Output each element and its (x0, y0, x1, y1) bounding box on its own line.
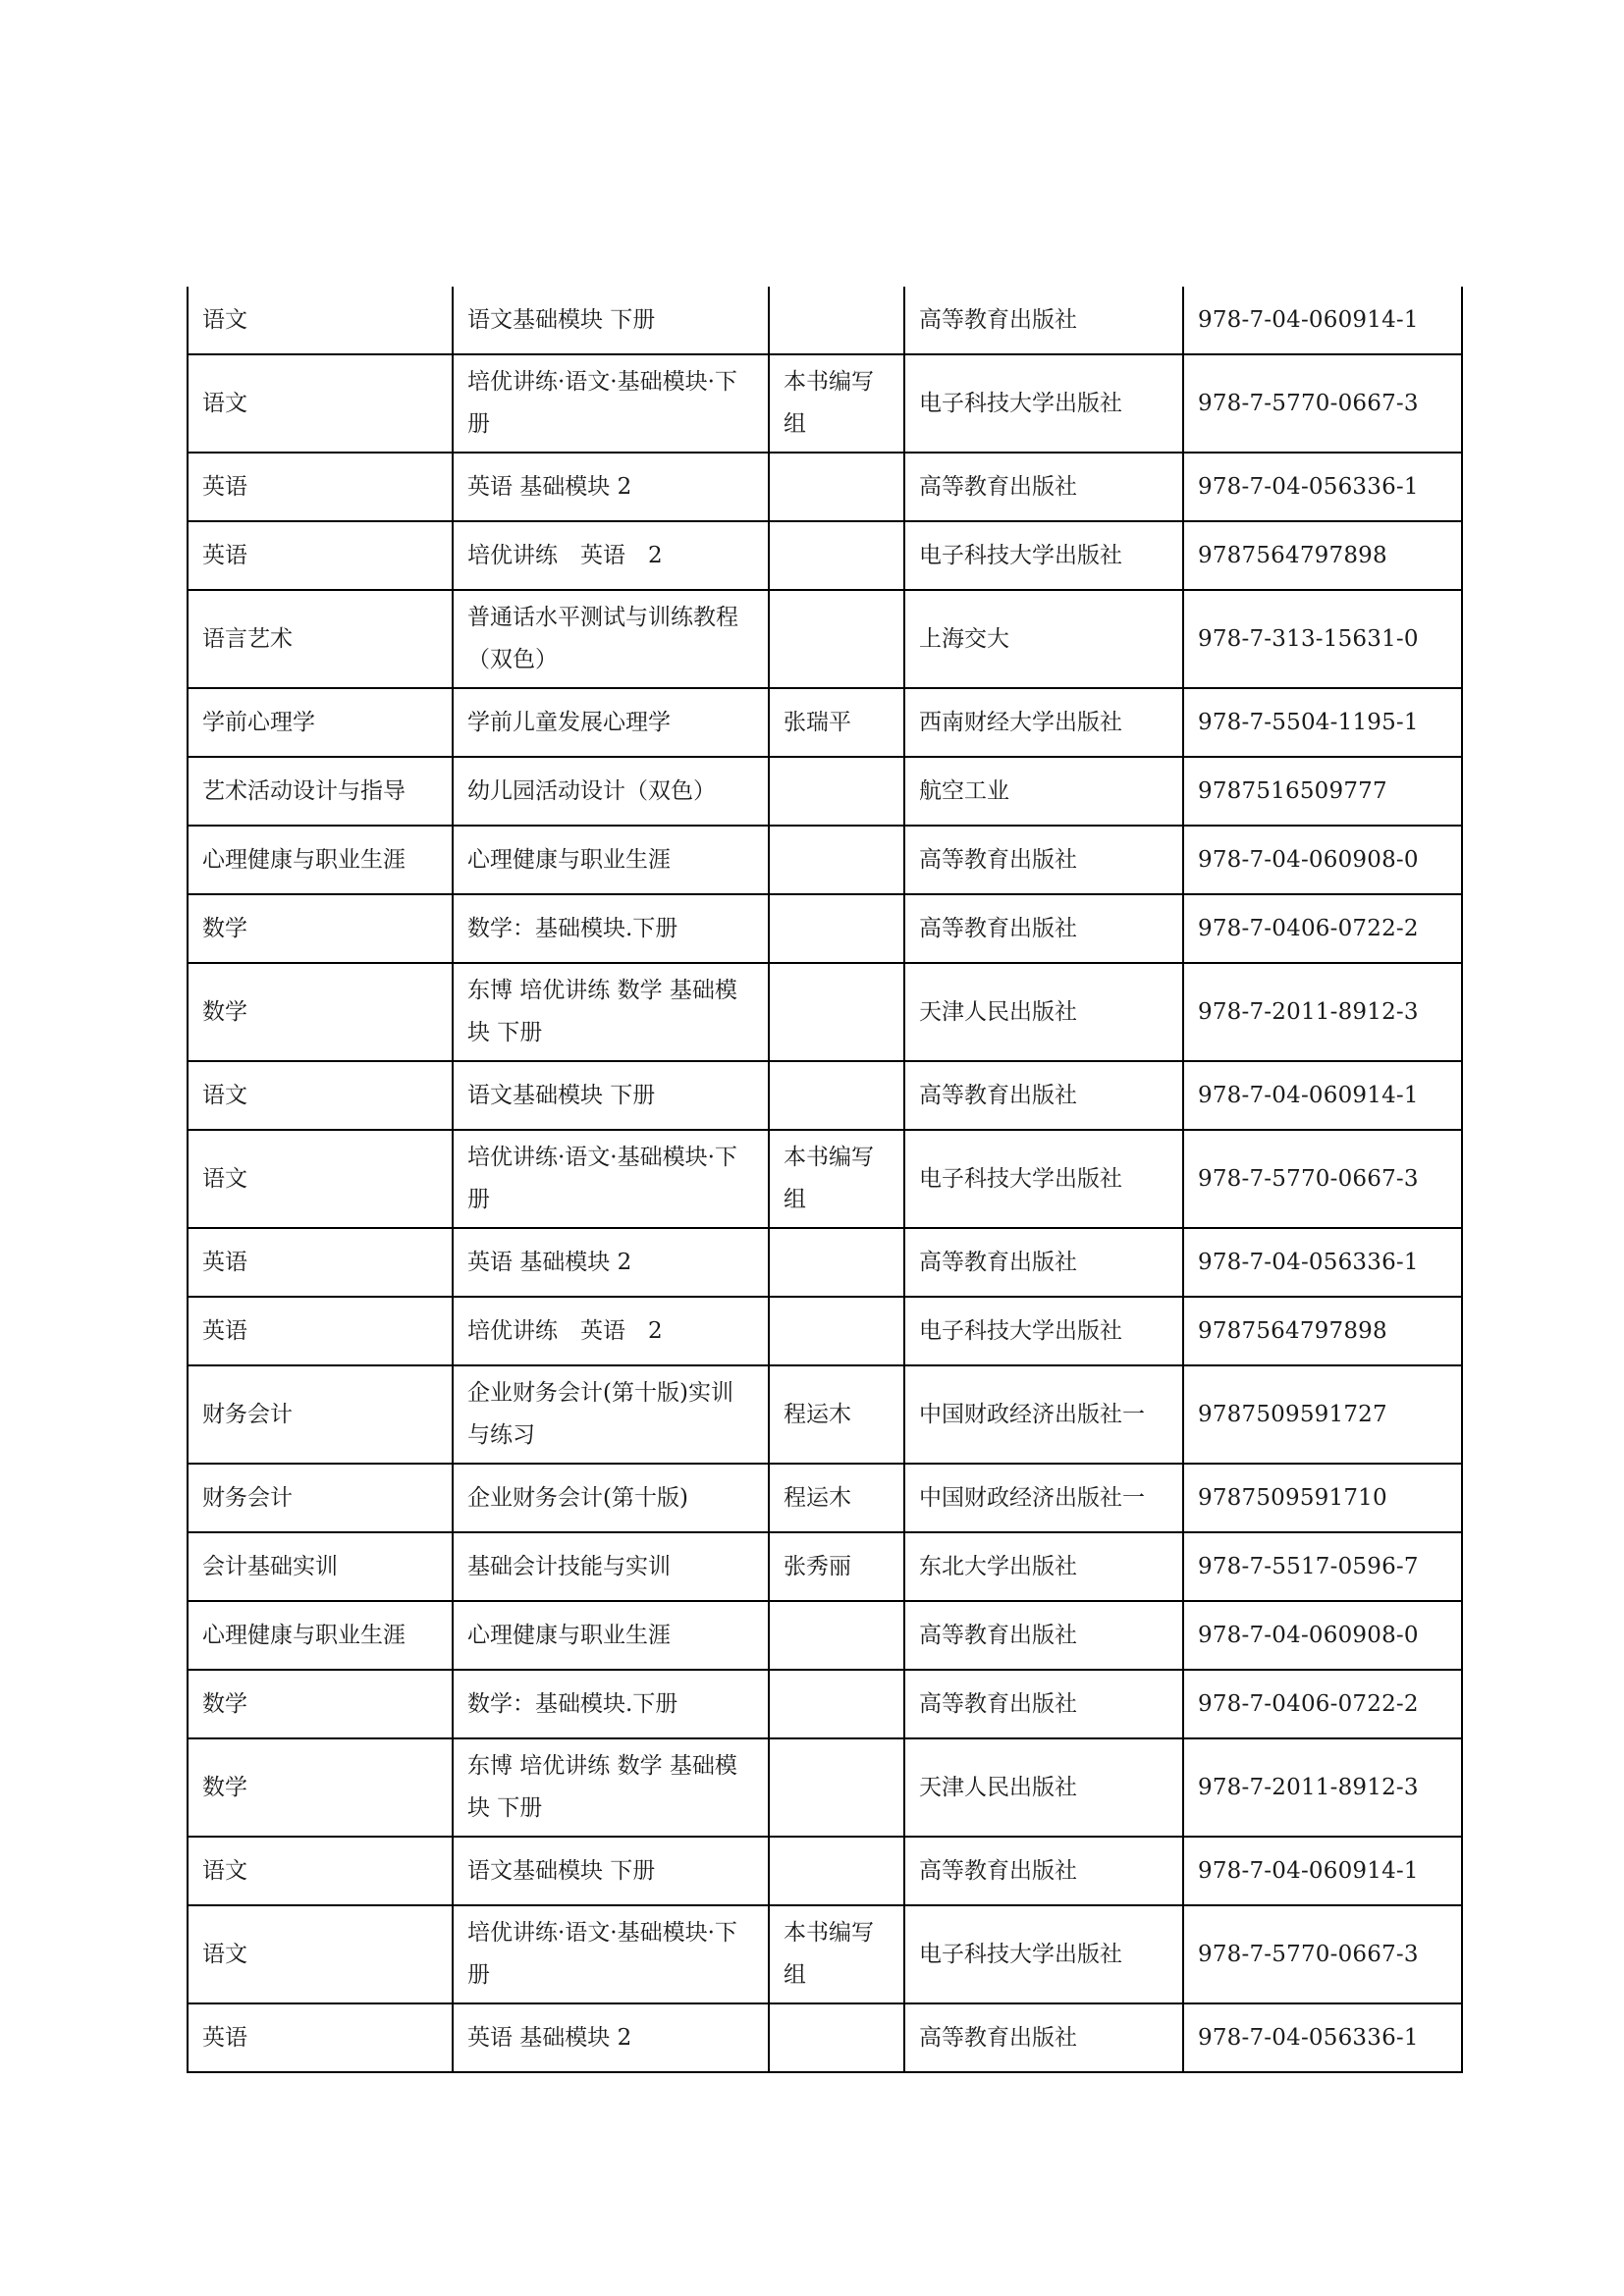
table-row (188, 1061, 1462, 1130)
author-cell (769, 1601, 904, 1670)
book-title-cell: 培优讲练·语文·基础模块·下册 (453, 1130, 769, 1228)
book-title-cell: 培优讲练 英语 2 (453, 1297, 769, 1365)
book-title-cell: 数学：基础模块.下册 (453, 1670, 769, 1738)
isbn-cell: 978-7-04-056336-1 (1183, 1228, 1462, 1297)
publisher-cell: 高等教育出版社 (904, 2003, 1183, 2072)
subject-cell: 英语 (188, 2003, 453, 2072)
subject-cell: 语言艺术 (188, 590, 453, 688)
isbn-cell: 978-7-04-056336-1 (1183, 453, 1462, 521)
subject-cell: 数学 (188, 1738, 453, 1837)
author-cell: 张秀丽 (769, 1532, 904, 1601)
subject-cell: 语文 (188, 1837, 453, 1905)
table-row (188, 1738, 1462, 1837)
subject-cell: 语文 (188, 287, 453, 354)
table-row (188, 1670, 1462, 1738)
book-title-cell: 东博 培优讲练 数学 基础模块 下册 (453, 1738, 769, 1837)
publisher-cell: 高等教育出版社 (904, 826, 1183, 894)
table-row (188, 1130, 1462, 1228)
book-title-cell: 基础会计技能与实训 (453, 1532, 769, 1601)
isbn-cell: 978-7-04-056336-1 (1183, 2003, 1462, 2072)
isbn-cell: 9787509591710 (1183, 1464, 1462, 1532)
book-title-cell: 培优讲练 英语 2 (453, 521, 769, 590)
subject-cell: 英语 (188, 1297, 453, 1365)
book-title-cell: 英语 基础模块 2 (453, 453, 769, 521)
isbn-cell: 978-7-5504-1195-1 (1183, 688, 1462, 757)
book-title-cell: 企业财务会计(第十版) (453, 1464, 769, 1532)
isbn-cell: 9787564797898 (1183, 1297, 1462, 1365)
publisher-cell: 电子科技大学出版社 (904, 521, 1183, 590)
publisher-cell: 高等教育出版社 (904, 453, 1183, 521)
subject-cell: 英语 (188, 1228, 453, 1297)
table-row (188, 963, 1462, 1061)
table-row (188, 453, 1462, 521)
table-row (188, 1905, 1462, 2003)
table-row (188, 1601, 1462, 1670)
book-title-cell: 数学：基础模块.下册 (453, 894, 769, 963)
author-cell (769, 287, 904, 354)
author-cell (769, 826, 904, 894)
subject-cell: 语文 (188, 1061, 453, 1130)
author-cell: 程运木 (769, 1365, 904, 1464)
publisher-cell: 高等教育出版社 (904, 1601, 1183, 1670)
table-row (188, 688, 1462, 757)
author-cell (769, 1297, 904, 1365)
table-row (188, 521, 1462, 590)
isbn-cell: 978-7-04-060914-1 (1183, 287, 1462, 354)
subject-cell: 英语 (188, 453, 453, 521)
subject-cell: 英语 (188, 521, 453, 590)
subject-cell: 学前心理学 (188, 688, 453, 757)
publisher-cell: 中国财政经济出版社一 (904, 1464, 1183, 1532)
table-row (188, 1464, 1462, 1532)
book-title-cell: 学前儿童发展心理学 (453, 688, 769, 757)
book-title-cell: 东博 培优讲练 数学 基础模块 下册 (453, 963, 769, 1061)
subject-cell: 数学 (188, 894, 453, 963)
book-title-cell: 普通话水平测试与训练教程（双色） (453, 590, 769, 688)
isbn-cell: 9787564797898 (1183, 521, 1462, 590)
subject-cell: 数学 (188, 963, 453, 1061)
author-cell: 本书编写组 (769, 1905, 904, 2003)
author-cell (769, 1061, 904, 1130)
subject-cell: 语文 (188, 354, 453, 453)
author-cell (769, 963, 904, 1061)
table-row (188, 2003, 1462, 2072)
book-title-cell: 语文基础模块 下册 (453, 1837, 769, 1905)
subject-cell: 语文 (188, 1130, 453, 1228)
subject-cell: 艺术活动设计与指导 (188, 757, 453, 826)
isbn-cell: 978-7-2011-8912-3 (1183, 1738, 1462, 1837)
textbook-table-body (188, 287, 1462, 2072)
isbn-cell: 9787509591727 (1183, 1365, 1462, 1464)
author-cell (769, 1670, 904, 1738)
table-row (188, 1365, 1462, 1464)
table-row (188, 354, 1462, 453)
book-title-cell: 企业财务会计(第十版)实训与练习 (453, 1365, 769, 1464)
isbn-cell: 978-7-04-060908-0 (1183, 826, 1462, 894)
publisher-cell: 高等教育出版社 (904, 1228, 1183, 1297)
isbn-cell: 978-7-313-15631-0 (1183, 590, 1462, 688)
author-cell: 本书编写组 (769, 1130, 904, 1228)
isbn-cell: 978-7-5770-0667-3 (1183, 1905, 1462, 2003)
publisher-cell: 电子科技大学出版社 (904, 1130, 1183, 1228)
author-cell (769, 590, 904, 688)
isbn-cell: 978-7-04-060914-1 (1183, 1837, 1462, 1905)
author-cell (769, 1228, 904, 1297)
subject-cell: 数学 (188, 1670, 453, 1738)
publisher-cell: 高等教育出版社 (904, 1670, 1183, 1738)
table-row (188, 826, 1462, 894)
isbn-cell: 978-7-04-060908-0 (1183, 1601, 1462, 1670)
book-title-cell: 语文基础模块 下册 (453, 287, 769, 354)
isbn-cell: 9787516509777 (1183, 757, 1462, 826)
author-cell (769, 453, 904, 521)
subject-cell: 会计基础实训 (188, 1532, 453, 1601)
textbook-table (187, 287, 1463, 2073)
publisher-cell: 航空工业 (904, 757, 1183, 826)
table-row (188, 590, 1462, 688)
publisher-cell: 上海交大 (904, 590, 1183, 688)
publisher-cell: 电子科技大学出版社 (904, 1297, 1183, 1365)
publisher-cell: 高等教育出版社 (904, 1837, 1183, 1905)
table-row (188, 757, 1462, 826)
author-cell (769, 894, 904, 963)
author-cell: 程运木 (769, 1464, 904, 1532)
book-title-cell: 培优讲练·语文·基础模块·下册 (453, 1905, 769, 2003)
isbn-cell: 978-7-5770-0667-3 (1183, 354, 1462, 453)
subject-cell: 财务会计 (188, 1464, 453, 1532)
isbn-cell: 978-7-5770-0667-3 (1183, 1130, 1462, 1228)
table-row (188, 1532, 1462, 1601)
table-row (188, 894, 1462, 963)
subject-cell: 心理健康与职业生涯 (188, 826, 453, 894)
table-row (188, 1297, 1462, 1365)
table-row (188, 1837, 1462, 1905)
table-row (188, 1228, 1462, 1297)
author-cell (769, 2003, 904, 2072)
subject-cell: 财务会计 (188, 1365, 453, 1464)
publisher-cell: 高等教育出版社 (904, 287, 1183, 354)
publisher-cell: 西南财经大学出版社 (904, 688, 1183, 757)
publisher-cell: 中国财政经济出版社一 (904, 1365, 1183, 1464)
book-title-cell: 心理健康与职业生涯 (453, 1601, 769, 1670)
publisher-cell: 电子科技大学出版社 (904, 1905, 1183, 2003)
isbn-cell: 978-7-0406-0722-2 (1183, 1670, 1462, 1738)
isbn-cell: 978-7-04-060914-1 (1183, 1061, 1462, 1130)
book-title-cell: 培优讲练·语文·基础模块·下册 (453, 354, 769, 453)
book-title-cell: 心理健康与职业生涯 (453, 826, 769, 894)
publisher-cell: 电子科技大学出版社 (904, 354, 1183, 453)
author-cell (769, 521, 904, 590)
table-row (188, 287, 1462, 354)
publisher-cell: 高等教育出版社 (904, 1061, 1183, 1130)
publisher-cell: 东北大学出版社 (904, 1532, 1183, 1601)
author-cell (769, 757, 904, 826)
author-cell: 本书编写组 (769, 354, 904, 453)
isbn-cell: 978-7-2011-8912-3 (1183, 963, 1462, 1061)
publisher-cell: 高等教育出版社 (904, 894, 1183, 963)
book-title-cell: 英语 基础模块 2 (453, 2003, 769, 2072)
author-cell (769, 1738, 904, 1837)
book-title-cell: 语文基础模块 下册 (453, 1061, 769, 1130)
book-title-cell: 幼儿园活动设计（双色） (453, 757, 769, 826)
book-title-cell: 英语 基础模块 2 (453, 1228, 769, 1297)
publisher-cell: 天津人民出版社 (904, 1738, 1183, 1837)
publisher-cell: 天津人民出版社 (904, 963, 1183, 1061)
subject-cell: 语文 (188, 1905, 453, 2003)
isbn-cell: 978-7-5517-0596-7 (1183, 1532, 1462, 1601)
isbn-cell: 978-7-0406-0722-2 (1183, 894, 1462, 963)
author-cell (769, 1837, 904, 1905)
author-cell: 张瑞平 (769, 688, 904, 757)
subject-cell: 心理健康与职业生涯 (188, 1601, 453, 1670)
